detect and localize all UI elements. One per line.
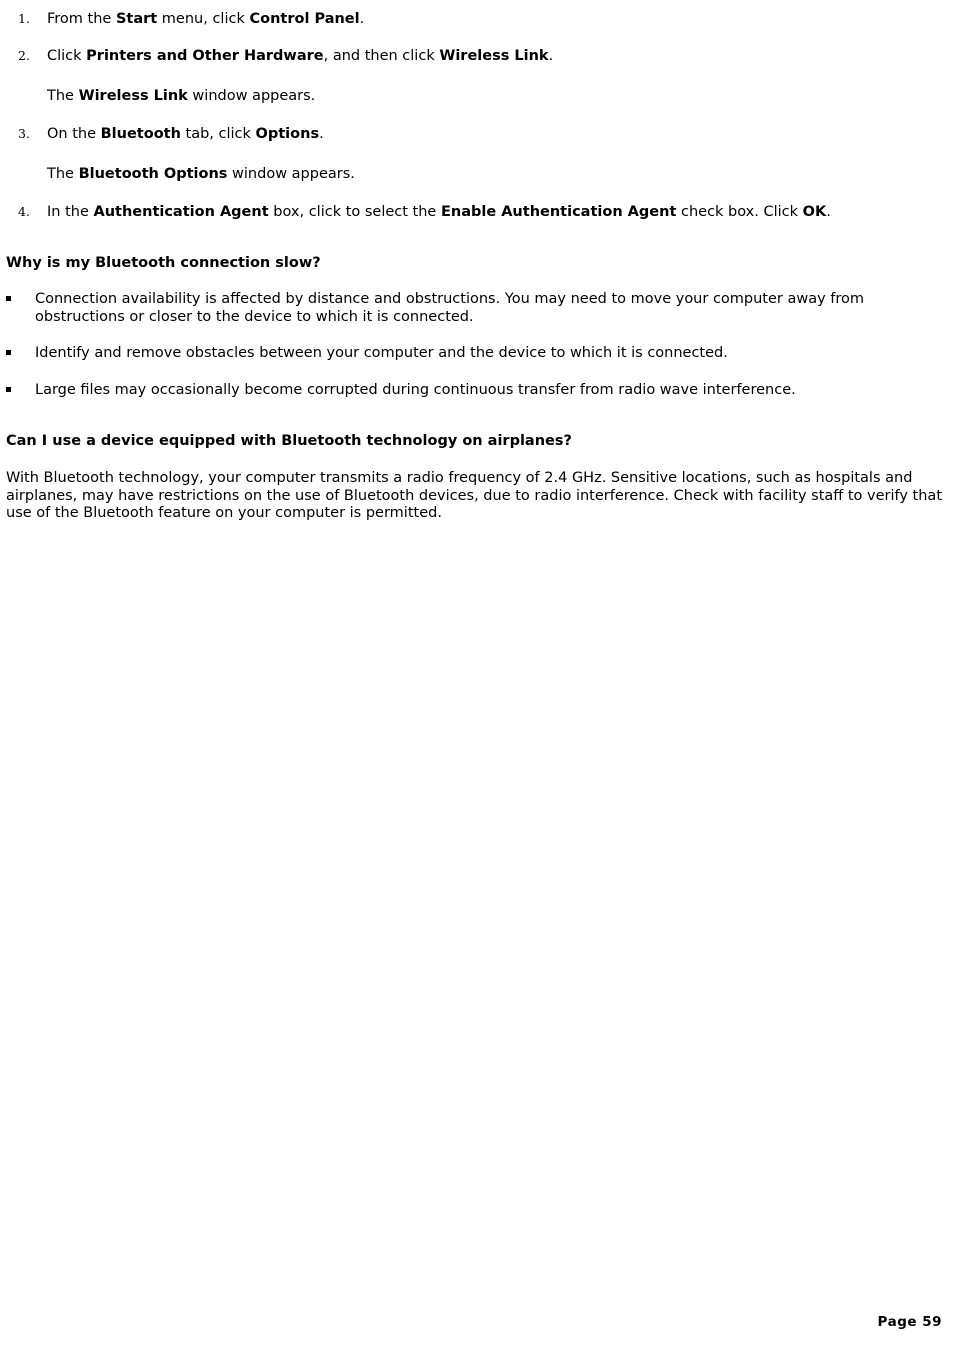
step-number: 3. — [18, 126, 30, 141]
bullet-text: Connection availability is affected by distance and obstructions. You may need to move your computer away from obstructions or closer to the device to which it is connected. — [35, 291, 865, 325]
section-heading-airplanes: Can I use a device equipped with Bluetooth technology on airplanes? — [6, 433, 572, 449]
step-2-note: The Wireless Link window appears. — [47, 88, 316, 104]
step-number: 4. — [18, 204, 30, 219]
section-heading-slow-connection: Why is my Bluetooth connection slow? — [6, 255, 321, 271]
step-text: Click Printers and Other Hardware, and then click Wireless Link. — [47, 48, 554, 64]
square-bullet-icon — [6, 350, 11, 355]
step-text: On the Bluetooth tab, click Options. — [47, 126, 324, 142]
square-bullet-icon — [6, 387, 11, 392]
square-bullet-icon — [6, 296, 11, 301]
step-number: 2. — [18, 48, 30, 63]
step-number: 1. — [18, 11, 30, 26]
page-number: Page 59 — [877, 1314, 942, 1330]
airplanes-paragraph: With Bluetooth technology, your computer transmits a radio frequency of 2.4 GHz. Sensitive locations, such as hospitals and airplanes, may have restrictions on the use of Bluetooth devices, due to radio interference. Check with facility staff to verify that use of the Bluetooth feature on your computer is permitted. — [6, 470, 943, 521]
step-3-note: The Bluetooth Options window appears. — [47, 166, 355, 182]
step-text: In the Authentication Agent box, click to select the Enable Authentication Agent check box. Click OK. — [47, 204, 831, 220]
step-text: From the Start menu, click Control Panel. — [47, 11, 365, 27]
bullet-text: Large files may occasionally become corrupted during continuous transfer from radio wave interference. — [35, 382, 796, 398]
bullet-text: Identify and remove obstacles between your computer and the device to which it is connected. — [35, 345, 728, 361]
